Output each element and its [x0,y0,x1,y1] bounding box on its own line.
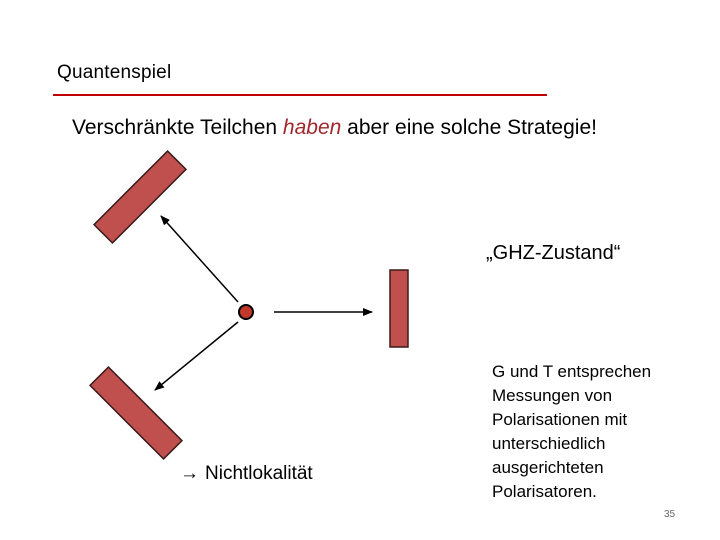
note-line: ausgerichteten [492,458,604,477]
arrow-to-top-left [161,216,238,302]
headline-text-after: aber eine solche Strategie! [341,116,597,139]
page-number: 35 [664,509,676,520]
particle-source [239,305,253,319]
note-line: G und T entsprechen [492,362,652,381]
note-line: Messungen von [492,386,613,405]
headline-emphasis: haben [282,116,342,139]
ghz-state-label: „GHZ-Zustand“ [486,242,621,264]
slide-title: Quantenspiel [57,62,172,83]
note-line: unterschiedlich [492,434,606,453]
polarizer-bottom-left [90,367,182,459]
measurement-note [492,360,692,504]
conclusion [180,463,313,485]
note-line: Polarisatoren. [492,482,597,501]
headline-text-before: Verschränkte Teilchen [72,116,283,139]
right-arrow-icon: → [180,463,199,484]
polarizer-right [390,270,408,347]
note-line: Polarisationen mit [492,410,628,429]
conclusion-text: Nichtlokalität [205,463,313,484]
arrow-to-bottom-left [155,322,238,390]
